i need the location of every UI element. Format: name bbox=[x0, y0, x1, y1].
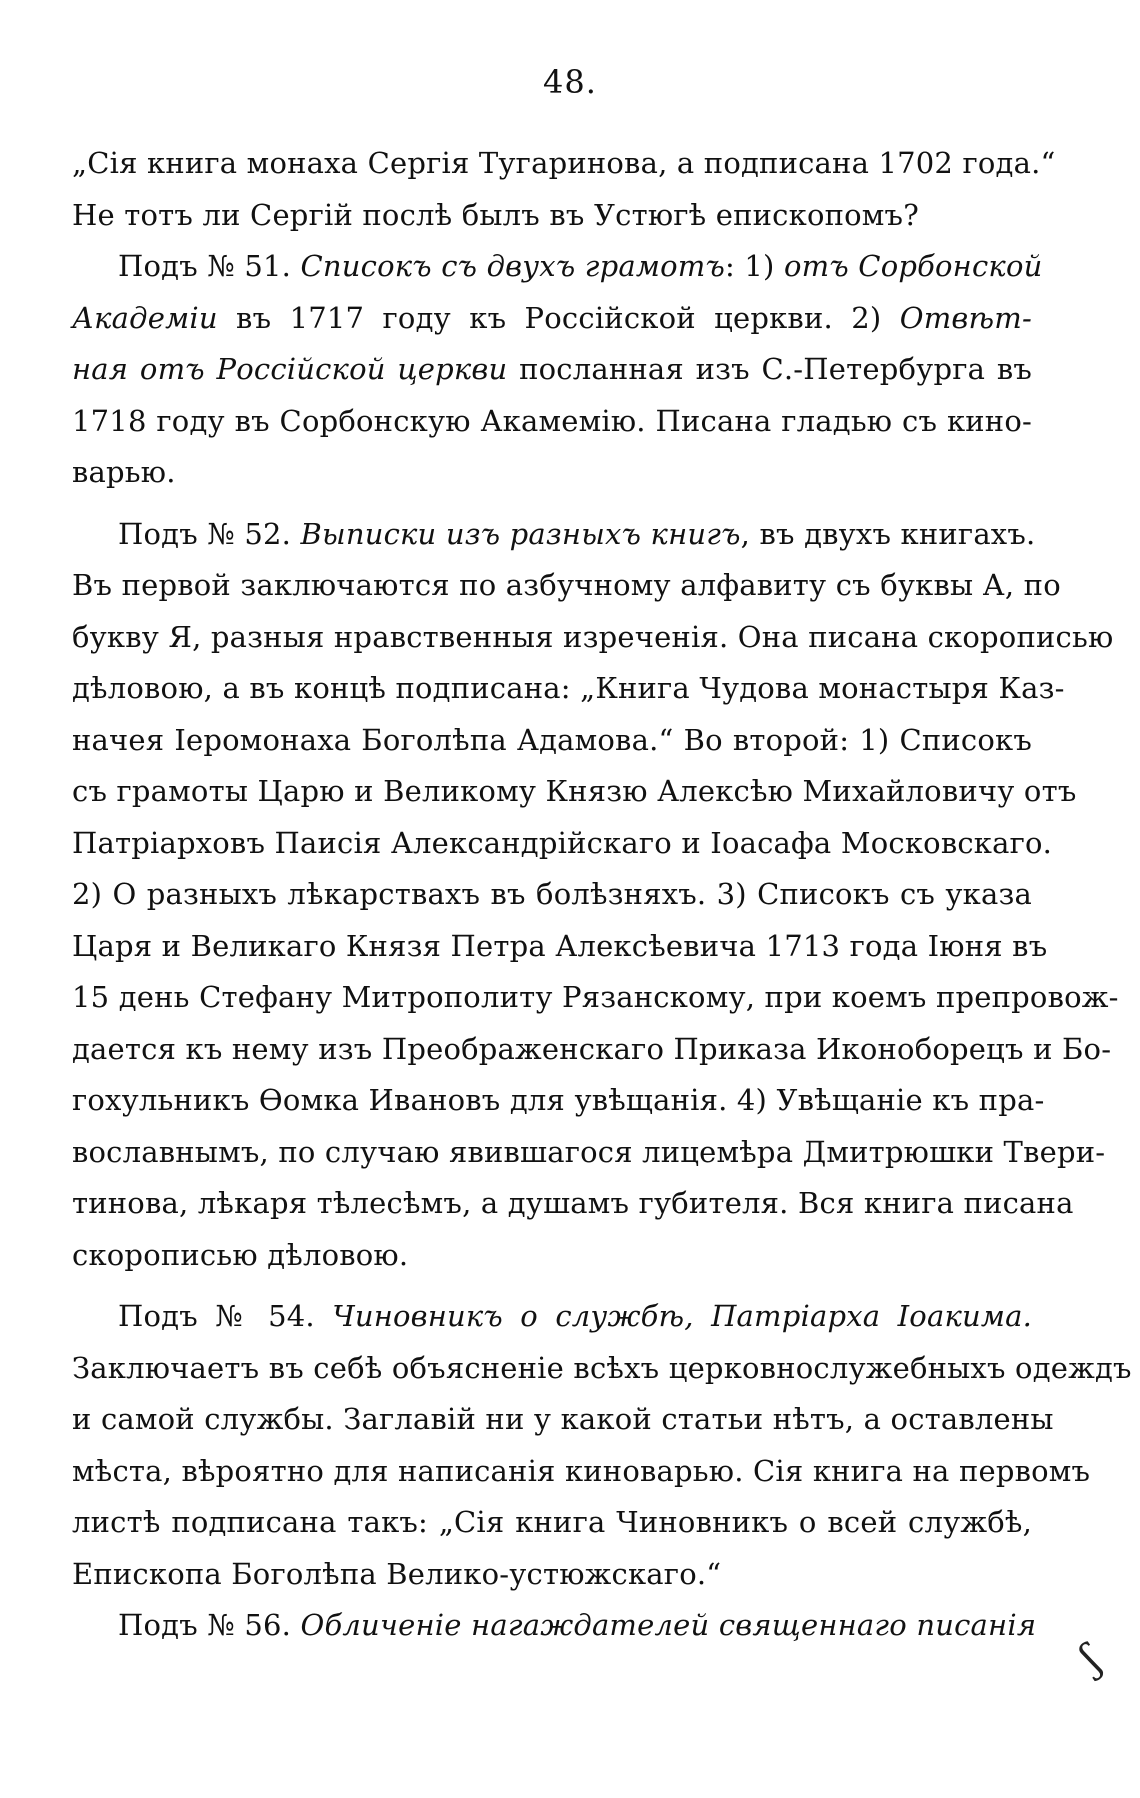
margin-mark: ʃ bbox=[1072, 1637, 1109, 1681]
text-line bbox=[72, 1394, 1054, 1446]
text-segment: мѣста, вѣроятно для написанія киноварью. Сія книга на первомъ bbox=[72, 1453, 1091, 1488]
body-text bbox=[72, 138, 1132, 1652]
text-segment: , въ двухъ книгахъ. bbox=[740, 516, 1036, 551]
text-segment: гохульникъ Ѳомка Ивановъ для увѣщанія. 4) Увѣщаніе къ пра- bbox=[72, 1083, 1045, 1117]
text-segment: дѣловою, а въ концѣ подписана: „Книга Чудова монастыря Каз- bbox=[72, 671, 1065, 705]
text-segment: Патріарховъ Паисія Александрійскаго и Іоасафа Московскаго. bbox=[72, 825, 1053, 860]
text-segment: 2) О разныхъ лѣкарствахъ въ болѣзняхъ. 3) Списокъ съ указа bbox=[72, 877, 1032, 911]
text-segment: Въ первой заключаются по азбучному алфавиту съ буквы А, по bbox=[72, 568, 1061, 602]
italic-text-segment: отъ Сорбонской bbox=[784, 249, 1043, 283]
text-segment: 1718 году въ Сорбонскую Акамемію. Писана гладью съ кино- bbox=[72, 403, 1032, 438]
text-segment: „Сія книга монаха Сергія Тугаринова, а подписана 1702 года.“ bbox=[72, 146, 1056, 180]
text-segment: Заключаетъ въ себѣ объясненіе всѣхъ церковнослужебныхъ одеждъ bbox=[72, 1350, 1132, 1385]
text-line bbox=[72, 921, 1048, 973]
text-segment: Не тотъ ли Сергій послѣ былъ въ Устюгѣ епископомъ? bbox=[72, 197, 919, 232]
text-line bbox=[72, 190, 1032, 242]
italic-text-segment: Списокъ съ двухъ грамотъ bbox=[300, 249, 726, 283]
text-segment: букву Я, разныя нравственныя изреченія. Она писана скорописью bbox=[72, 619, 1114, 654]
italic-text-segment: Обличеніе нагаждателей священнаго писанія bbox=[300, 1608, 1037, 1642]
text-line bbox=[72, 766, 1077, 818]
paragraph-gap bbox=[72, 1281, 1032, 1291]
text-line bbox=[72, 1075, 1045, 1127]
text-segment: 15 день Стефану Митрополиту Рязанскому, при коемъ препровож- bbox=[72, 980, 1119, 1014]
text-line bbox=[72, 869, 1032, 921]
text-segment: и самой службы. Заглавій ни у какой статьи нѣтъ, а оставлены bbox=[72, 1402, 1054, 1436]
text-segment: дается къ нему изъ Преображенскаго Приказа Иконоборецъ и Бо- bbox=[72, 1031, 1112, 1066]
text-line bbox=[72, 1291, 1032, 1343]
text-segment: начея Іеромонаха Боголѣпа Адамова.“ Во второй: 1) Списокъ bbox=[72, 722, 1032, 757]
italic-text-segment: ная отъ Россійской церкви bbox=[72, 352, 508, 386]
text-line bbox=[72, 715, 1032, 767]
page-number: 48. bbox=[543, 63, 597, 101]
text-segment: варью. bbox=[72, 455, 176, 489]
text-line bbox=[72, 1127, 1106, 1179]
text-segment: вославнымъ, по случаю явившагося лицемѣра Дмитрюшки Твери- bbox=[72, 1134, 1106, 1169]
italic-text-segment: Чиновникъ о службѣ, Патріарха Іоакима. bbox=[332, 1299, 1032, 1333]
text-line bbox=[72, 1446, 1091, 1498]
text-line bbox=[72, 509, 1036, 561]
text-line bbox=[72, 396, 1032, 448]
text-segment: Подъ № 54. bbox=[118, 1299, 333, 1333]
text-segment: Подъ № 56. bbox=[118, 1608, 301, 1642]
text-line bbox=[72, 1549, 1032, 1601]
text-line bbox=[72, 1343, 1132, 1395]
text-line bbox=[72, 1497, 1032, 1549]
text-line bbox=[72, 818, 1053, 870]
paragraph-gap bbox=[72, 499, 1032, 509]
italic-text-segment: Академіи bbox=[72, 300, 218, 335]
text-line bbox=[72, 612, 1114, 664]
text-segment: листѣ подписана такъ: „Сія книга Чиновникъ о всей службѣ, bbox=[72, 1505, 1032, 1539]
text-line bbox=[72, 344, 1032, 396]
text-segment: Епископа Боголѣпа Велико-устюжскаго.“ bbox=[72, 1556, 722, 1591]
text-segment: въ 1717 году къ Россійской церкви. 2) bbox=[217, 300, 900, 335]
text-line bbox=[72, 1600, 1037, 1652]
text-segment: скорописью дѣловою. bbox=[72, 1237, 409, 1272]
italic-text-segment: Выписки изъ разныхъ книгъ bbox=[300, 516, 741, 551]
text-segment: съ грамоты Царю и Великому Князю Алексѣю Михайловичу отъ bbox=[72, 774, 1077, 808]
text-segment: Царя и Великаго Князя Петра Алексѣевича 1713 года Іюня въ bbox=[72, 928, 1048, 963]
text-line bbox=[72, 972, 1119, 1024]
text-segment: посланная изъ С.-Петербурга въ bbox=[507, 352, 1032, 386]
text-segment: Подъ № 52. bbox=[118, 516, 301, 551]
text-line bbox=[72, 1230, 1032, 1282]
text-line bbox=[72, 1178, 1074, 1230]
text-segment: : 1) bbox=[725, 249, 784, 283]
text-line bbox=[72, 663, 1065, 715]
text-line bbox=[72, 447, 1032, 499]
text-line bbox=[72, 560, 1061, 612]
text-line bbox=[72, 241, 1043, 293]
text-line bbox=[72, 138, 1056, 190]
text-line bbox=[72, 1024, 1112, 1076]
text-segment: тинова, лѣкаря тѣлесѣмъ, а душамъ губителя. Вся книга писана bbox=[72, 1186, 1074, 1220]
italic-text-segment: Отвѣт- bbox=[899, 300, 1032, 335]
text-line bbox=[72, 293, 1032, 345]
text-segment: Подъ № 51. bbox=[118, 249, 301, 283]
